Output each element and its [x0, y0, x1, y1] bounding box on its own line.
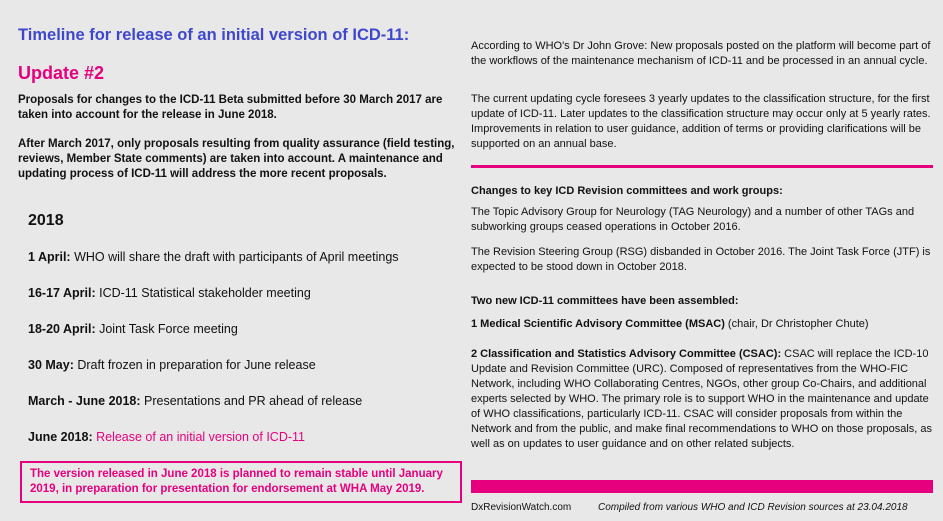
timeline-item	[28, 358, 468, 372]
year-heading: 2018	[28, 212, 64, 229]
msac-description: (chair, Dr Christopher Chute)	[724, 318, 869, 330]
csac-entry	[471, 347, 933, 452]
timeline-date: 1 April:	[28, 250, 71, 264]
intro-paragraph-1: Proposals for changes to the ICD-11 Beta submitted before 30 March 2017 are taken into account for the release in June 2018.	[18, 94, 443, 121]
timeline-text-highlight: Release of an initial version of ICD-11	[92, 430, 305, 444]
timeline-text: Joint Task Force meeting	[95, 322, 238, 336]
divider-bar	[471, 165, 933, 168]
csac-description: CSAC will replace the ICD-10 Update and Revision Committee (URC). Composed of representatives from the WHO-FIC Network, including WHO Collaborating Centres, NGOs, other group Co-Chairs, and additional experts selected by WHO. The primary role is to support WHO in the maintenance and update of WHO classifications, particularly ICD-11. CSAC will consider proposals from within the Network and from the public, and make final recommendations to WHO on those proposals, as well as on updates to user guidance and on other related subjects.	[471, 348, 933, 450]
stability-notice-box: The version released in June 2018 is planned to remain stable until January 2019, in preparation for presentation for endorsement at WHA May 2019.	[20, 461, 462, 503]
timeline-item	[28, 322, 468, 336]
timeline-text: Draft frozen in preparation for June release	[73, 358, 316, 372]
timeline-date: 18-20 April:	[28, 322, 96, 336]
timeline-item	[28, 430, 468, 444]
timeline-date: 30 May:	[28, 358, 74, 372]
timeline-text: WHO will share the draft with participants of April meetings	[70, 250, 399, 264]
timeline-item	[28, 286, 468, 300]
footer-bar	[471, 480, 933, 493]
footer-site: DxRevisionWatch.com	[471, 502, 572, 513]
intro-paragraph-2: After March 2017, only proposals resulting from quality assurance (field testing, reviews, Member State comments) are taken into account. A maintenance and updating process of ICD-11 will address the more recent proposals.	[18, 138, 455, 180]
timeline-text: Presentations and PR ahead of release	[140, 394, 363, 408]
new-committees-heading: Two new ICD-11 committees have been assembled:	[471, 295, 739, 307]
grove-paragraph: According to WHO's Dr John Grove: New proposals posted on the platform will become part of the workflows of the maintenance mechanism of ICD-11 and be processed in an annual cycle.	[471, 40, 931, 67]
msac-title: 1 Medical Scientific Advisory Committee (MSAC)	[471, 318, 725, 330]
timeline-date: March - June 2018:	[28, 394, 141, 408]
timeline-item	[28, 250, 468, 264]
footer-credit: Compiled from various WHO and ICD Revision sources at 23.04.2018	[598, 502, 908, 513]
update-cycle-paragraph: The current updating cycle foresees 3 yearly updates to the classification structure, for the first update of ICD-11. Later updates to the classification structure may occur only at 5 yearly rates. Improvements in relation to user guidance, addition of terms or providing clarifications will be supported on an annual base.	[471, 93, 931, 150]
timeline-item	[28, 394, 468, 408]
page-title: Timeline for release of an initial version of ICD-11:	[18, 26, 410, 44]
changes-heading: Changes to key ICD Revision committees and work groups:	[471, 185, 783, 197]
timeline-date: June 2018:	[28, 430, 93, 444]
msac-entry	[471, 317, 933, 332]
csac-title: 2 Classification and Statistics Advisory Committee (CSAC):	[471, 348, 782, 360]
changes-paragraph-2: The Revision Steering Group (RSG) disbanded in October 2016. The Joint Task Force (JTF) is expected to be stood down in October 2018.	[471, 246, 931, 273]
timeline-date: 16-17 April:	[28, 286, 96, 300]
update-heading: Update #2	[18, 63, 105, 83]
changes-paragraph-1: The Topic Advisory Group for Neurology (TAG Neurology) and a number of other TAGs and subworking groups ceased operations in October 2016.	[471, 206, 915, 233]
timeline-text: ICD-11 Statistical stakeholder meeting	[95, 286, 311, 300]
